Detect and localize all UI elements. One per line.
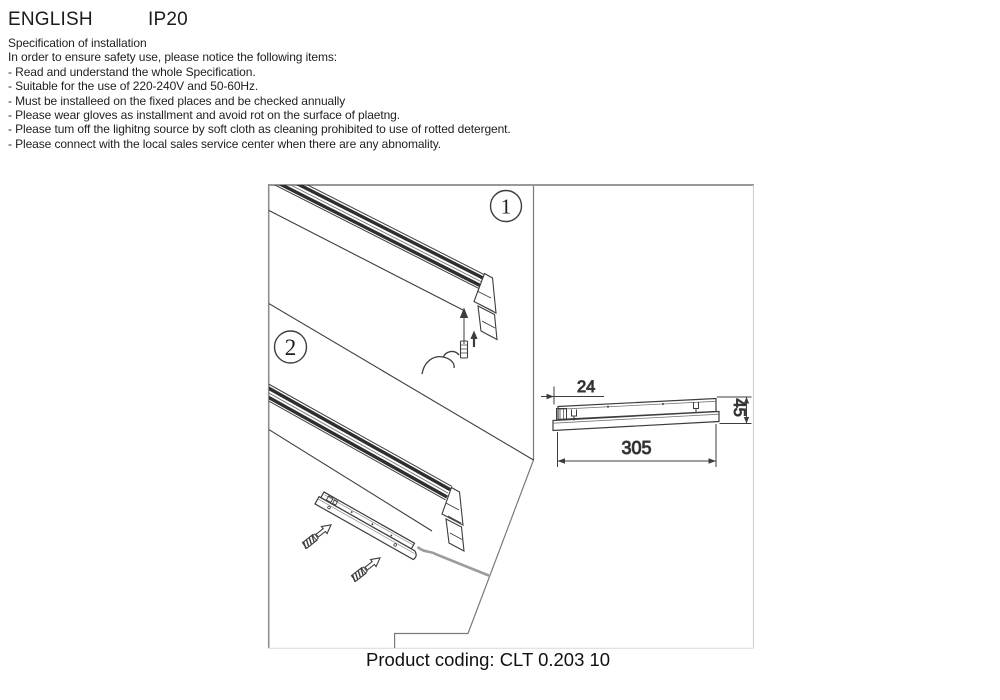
hand-screw-icon: [422, 308, 478, 375]
screw-anchor-icon: [350, 554, 383, 582]
step1-number: 1: [500, 194, 512, 219]
step1-number-badge: [491, 191, 522, 222]
dimension-45-label: 45: [730, 398, 748, 417]
dimension-305-label: 305: [621, 438, 652, 458]
spec-item: - Must be installeed on the fixed places and be checked annually: [8, 93, 346, 108]
dimension-305: [558, 424, 717, 467]
dimension-24: [541, 378, 604, 405]
step2-number-badge: [275, 331, 307, 363]
spec-item: - Read and understand the whole Specification.: [8, 64, 256, 79]
product-coding: Product coding: CLT 0.203 10: [366, 649, 611, 670]
spec-intro: In order to ensure safety use, please notice the following items:: [8, 50, 338, 65]
step2-number: 2: [284, 335, 297, 360]
spec-item: - Please wear gloves as installment and avoid rot on the surface of plaetng.: [8, 108, 400, 123]
dimension-24-label: 24: [577, 378, 596, 396]
dimension-side-view: [541, 378, 752, 467]
spec-title: Specification of installation: [8, 36, 147, 50]
ip-rating-label: IP20: [148, 9, 188, 30]
language-label: ENGLISH: [8, 9, 93, 30]
spec-item: - Please connect with the local sales service center when there are any abnomality.: [8, 136, 442, 151]
spec-item: - Suitable for the use of 220-240V and 50-60Hz.: [8, 79, 259, 94]
power-cable: [418, 547, 491, 576]
spec-item: - Please tum off the lighitng source by soft cloth as cleaning prohibited to use of rotted detergent.: [8, 122, 511, 137]
step1-track-rail: [233, 151, 533, 460]
screw-anchor-icon: [301, 521, 334, 549]
dimension-45: [717, 397, 752, 424]
